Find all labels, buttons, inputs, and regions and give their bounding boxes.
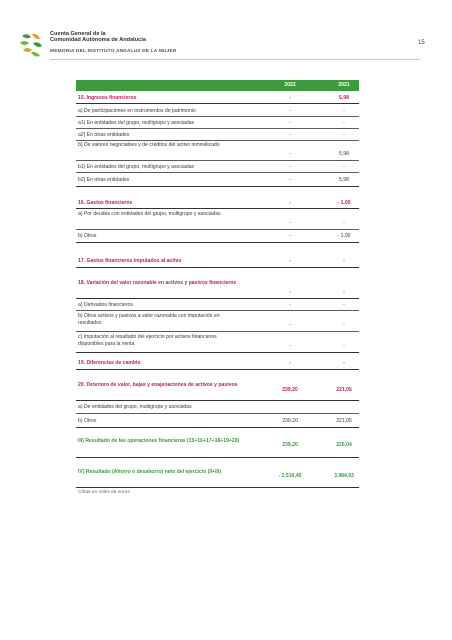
row-value-2021: - [343,360,345,366]
row-label: 20. Deterioro de valor, bajas y enajenaciones de activos y pasivos [78,382,238,388]
row-value-2021: - 1,00 [337,233,351,239]
header-title-line2: Comunidad Autónoma de Andalucía [50,37,146,43]
row-value-2022: - [289,120,291,126]
table-row [76,94,359,104]
table-header [76,80,359,91]
row-value-2021: - [343,220,345,226]
row-value-2022: 239,20 [282,387,298,393]
table-row [76,199,359,209]
row-value-2021: 221,05 [336,387,352,393]
row-value-2021: - [343,343,345,349]
row-label: b2) En otras entidades [78,177,130,183]
table-row [76,106,359,117]
row-value-2021: - [343,132,345,138]
row-value-2022: - [289,108,291,114]
row-value-2021: - [343,302,345,308]
row-value-2022: - [289,164,291,170]
row-label: b) Otros activos y pasivos a valor razonable con imputación en resultados [78,313,220,327]
header-divider [50,59,420,60]
row-value-2022: - [289,151,291,157]
header-subtitle: MEMORIA DEL INSTITUTO ANDALUZ DE LA MUJER [50,49,177,54]
row-value-2022: - [289,95,291,101]
row-value-2022: - [289,132,291,138]
table-row [76,118,359,129]
row-label: b) Otros [78,418,97,424]
row-label: a) De participaciones en instrumentos de patrimonio [78,108,196,114]
row-value-2022: - [289,220,291,226]
row-label: a) Derivados financieros [78,302,133,308]
row-value-2022: - [289,302,291,308]
row-value-2021: - [343,120,345,126]
row-label: IV) Resultado (Ahorro o desahorro) neto del ejercicio (II+III) [78,469,222,475]
institution-logo [18,30,46,58]
table-row [76,357,359,370]
table-row [76,279,359,299]
row-value-2022: - 2.519,40 [278,473,302,479]
row-value-2021: - 1,00 [337,200,351,206]
row-label: a1) En entidades del grupo, multigrupo y asociadas [78,120,195,126]
row-value-2022: - [289,258,291,264]
row-label: a2) En otras entidades [78,132,130,138]
row-value-2022: 239,20 [282,418,298,424]
column-header-2022: 2022 [284,82,296,88]
row-value-2021: - [343,289,345,295]
table-row [76,402,359,414]
row-value-2022: - [289,233,291,239]
table-row [76,312,359,332]
row-label: 16. Gastos financieros [78,200,133,206]
row-value-2022: - [289,322,291,328]
page-number: 15 [418,40,425,46]
row-value-2021: - [343,258,345,264]
table-row [76,130,359,141]
row-label: c) Imputación al resultado del ejercicio por activos financieros disponibles para la venta [78,334,217,348]
row-value-2021: 221,05 [336,418,352,424]
row-value-2022: - [289,289,291,295]
table-footnote: Cifras en miles de euros [78,490,130,495]
row-label: b1) En entidades del grupo, multigrupo y asociadas [78,164,195,170]
table-row [76,231,359,243]
table-row [76,468,359,488]
row-label: a) Por deudas con entidades del grupo, multigrupo y asociadas [78,211,221,217]
row-value-2021: 5,98 [339,95,349,101]
table-row [76,381,359,401]
row-value-2021: - [343,164,345,170]
row-label: 18. Variación del valor razonable en activos y pasivos financieros [78,280,237,286]
table-row [76,141,359,161]
row-value-2022: - [289,200,291,206]
row-value-2021: 3.984,93 [334,473,354,479]
table-row [76,415,359,428]
row-value-2022: - [289,177,291,183]
row-label: 17. Gastos financieros imputados al activo [78,258,182,264]
row-label: III) Resultado de las operaciones financieras (15+16+17+18+19+20) [78,438,240,444]
row-value-2021: 226,04 [336,442,352,448]
row-value-2022: - [289,343,291,349]
table-row [76,256,359,268]
row-value-2022: 239,20 [282,442,298,448]
row-value-2022: - [289,360,291,366]
table-row [76,162,359,173]
row-label: 15. Ingresos financieros [78,95,137,101]
row-value-2021: 5,98 [339,151,349,157]
table-row [76,300,359,311]
row-value-2021: - [343,108,345,114]
table-row [76,210,359,230]
table-row [76,175,359,187]
header-title-line1: Cuenta General de la [50,31,106,37]
row-label: 19. Diferencias de cambio [78,360,141,366]
row-label: b) Otros [78,233,97,239]
row-label: b) De valores negociables y de créditos del activo inmovilizado [78,142,220,148]
row-label: a) De entidades del grupo, multigrupo y asociadas [78,404,192,410]
table-row [76,436,359,458]
table-row [76,333,359,353]
row-value-2021: 5,98 [339,177,349,183]
column-header-2021: 2021 [338,82,350,88]
row-value-2021: - [343,322,345,328]
